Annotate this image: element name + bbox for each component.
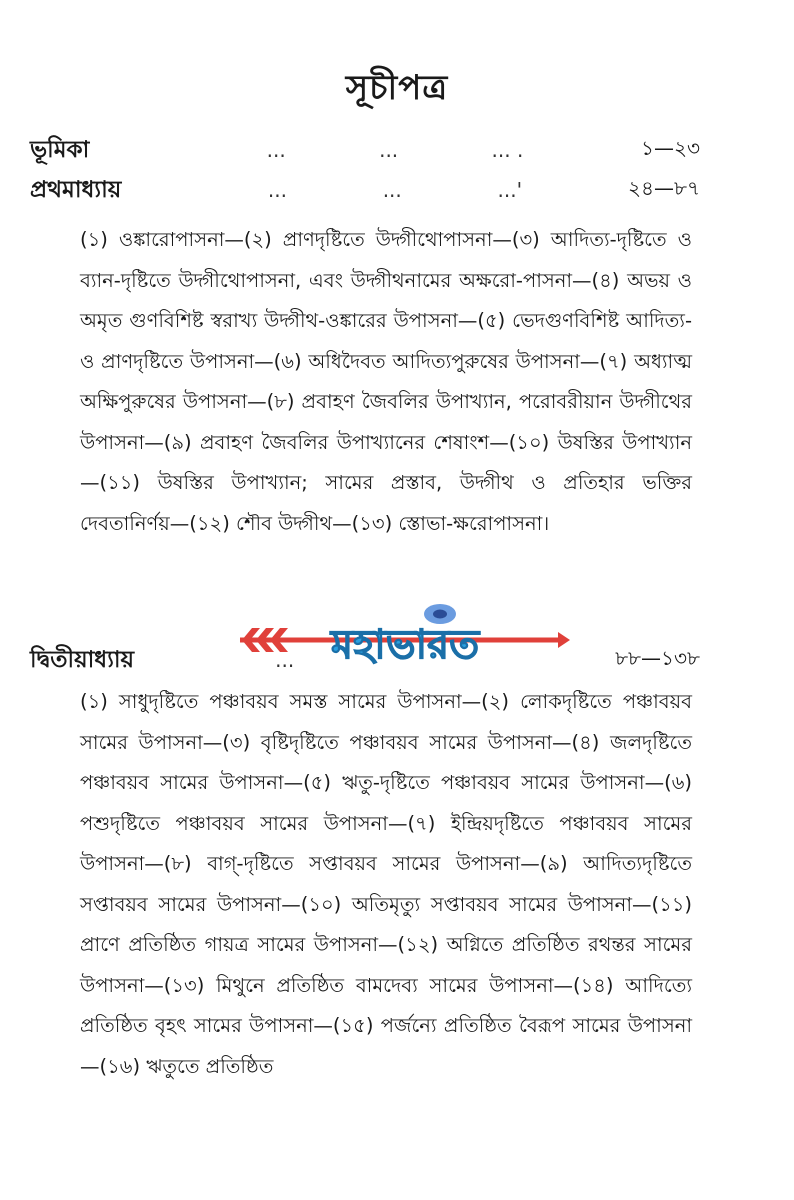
toc-entry-chapter-1 <box>30 170 700 210</box>
leader-dot: ... . <box>491 138 524 162</box>
toc-entry-label: প্রথমাধ্যায় <box>30 176 122 203</box>
toc-entry-pages: ৮৮—১৩৮ <box>615 645 700 670</box>
chapter-2-contents: (১) সাধুদৃষ্টিতে পঞ্চাবয়ব সমস্ত সামের উপাসনা—(২) লোকদৃষ্টিতে পঞ্চাবয়ব সামের উপাসনা—(৩) বৃষ্টিদৃষ্টিতে পঞ্চাবয়ব সামের উপাসনা—(৪) জলদৃষ্টিতে পঞ্চাবয়ব সামের উপাসনা—(৫) ঋতু-দৃষ্টিতে পঞ্চাবয়ব সামের উপাসনা—(৬) পশুদৃষ্টিতে পঞ্চাবয়ব সামের উপাসনা—(৭) ইন্দ্রিয়দৃষ্টিতে পঞ্চাবয়ব সামের উপাসনা—(৮) বাগ্-দৃষ্টিতে সপ্তাবয়ব সামের উপাসনা—(৯) আদিত্যদৃষ্টিতে সপ্তাবয়ব সামের উপাসনা—(১০) অতিমৃত্যু সপ্তাবয়ব সামের উপাসনা—(১১) প্রাণে প্রতিষ্ঠিত গায়ত্র সামের উপাসনা—(১২) অগ্নিতে প্রতিষ্ঠিত রথন্তর সামের উপাসনা—(১৩) মিথুনে প্রতিষ্ঠিত বামদেব্য সামের উপাসনা—(১৪) আদিত্যে প্রতিষ্ঠিত বৃহৎ সামের উপাসনা—(১৫) পর্জন্যে প্রতিষ্ঠিত বৈরূপ সামের উপাসনা—(১৬) ঋতুতে প্রতিষ্ঠিত <box>80 690 692 1078</box>
leader-dot: ...' <box>497 178 523 202</box>
toc-entry-bhumika <box>30 130 700 170</box>
leader-dot: ... <box>267 178 287 202</box>
leader-dot: ... <box>266 138 286 162</box>
toc-leader-dots <box>220 138 570 162</box>
watermark-text: মহাভারত <box>330 622 480 668</box>
toc-entry-label: ভূমিকা <box>30 136 90 163</box>
chapter-1-contents: (১) ওঙ্কারোপাসনা—(২) প্রাণদৃষ্টিতে উদ্গীথোপাসনা—(৩) আদিত্য-দৃষ্টিতে ও ব্যান-দৃষ্টিতে উদ্গীথোপাসনা, এবং উদ্গীথনামের অক্ষরো-পাসনা—(৪) অভয় ও অমৃত গুণবিশিষ্ট স্বরাখ্য উদ্গীথ-ওঙ্কারের উপাসনা—(৫) ভেদগুণবিশিষ্ট আদিত্য-ও প্রাণদৃষ্টিতে উপাসনা—(৬) অধিদৈবত আদিত্যপুরুষের উপাসনা—(৭) অধ্যাত্ম অক্ষিপুরুষের উপাসনা—(৮) প্রবাহণ জৈবলির উপাখ্যান, পরোবরীয়ান উদ্গীথের উপাসনা—(৯) প্রবাহণ জৈবলির উপাখ্যানের শেষাংশ—(১০) উষস্তির উপাখ্যান—(১১) উষস্তির উপাখ্যান; সামের প্রস্তাব, উদ্গীথ ও প্রতিহার ভক্তির দেবতানির্ণয়—(১২) শৌব উদ্গীথ—(১৩) স্তোভা-ক্ষরোপাসনা। <box>80 228 692 535</box>
page-title: সূচীপত্র <box>345 68 449 108</box>
leader-dot: ... <box>275 648 295 672</box>
toc-entry-label: দ্বিতীয়াধ্যায় <box>30 646 135 673</box>
toc-leader-dots <box>220 178 570 202</box>
toc-entry-pages: ২৪—৮৭ <box>628 175 700 200</box>
leader-dot: ... <box>382 178 402 202</box>
toc-entry-chapter-2 <box>30 640 700 680</box>
leader-dot: ... <box>379 138 399 162</box>
toc-entry-pages: ১—২৩ <box>641 135 700 160</box>
toc-leader-dots <box>220 648 570 672</box>
